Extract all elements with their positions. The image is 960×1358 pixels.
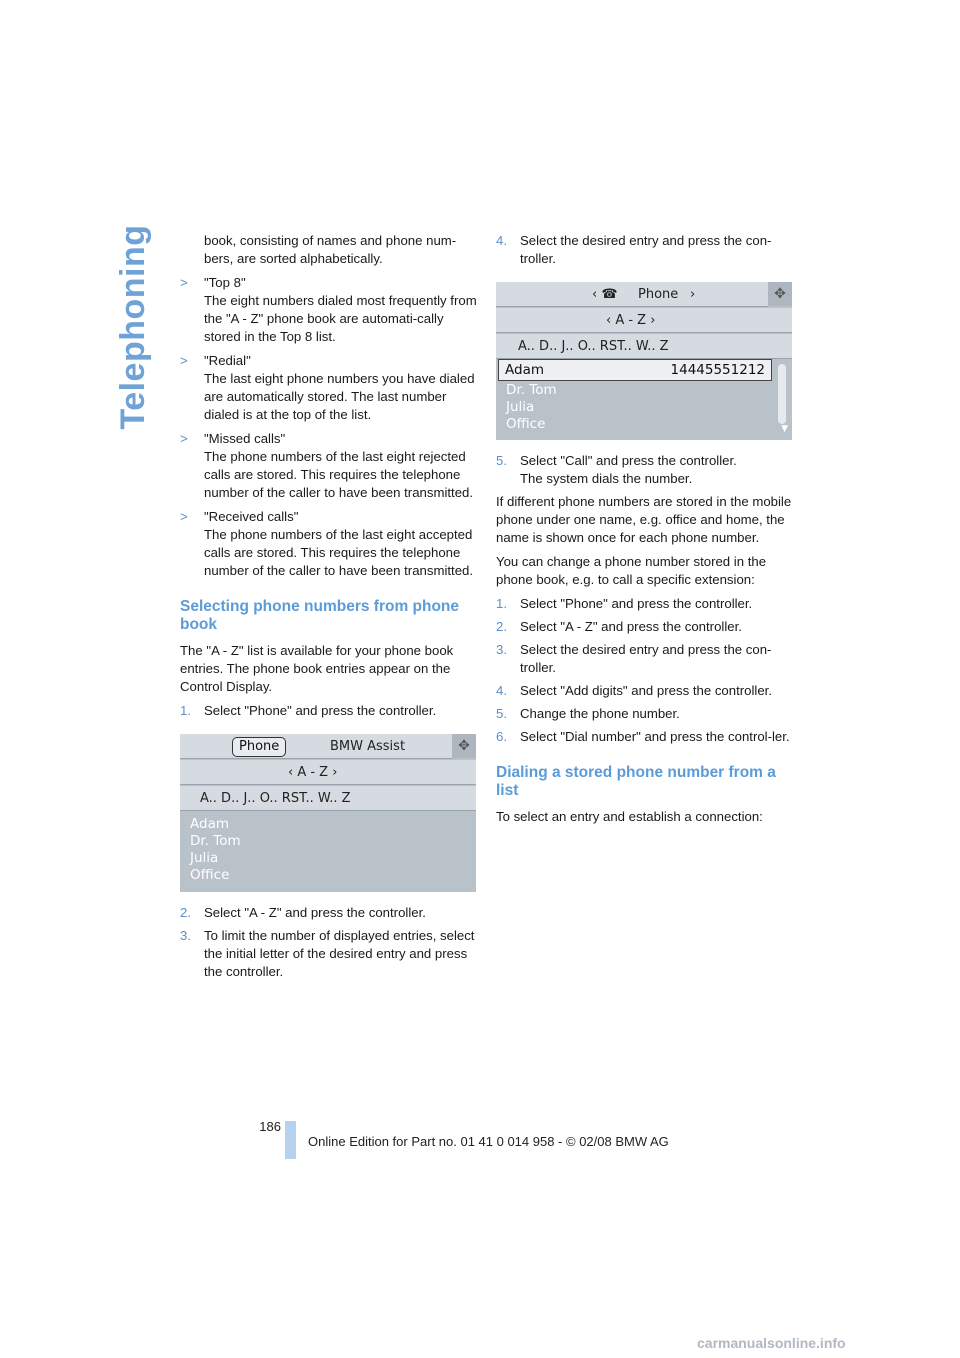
step-item (496, 705, 794, 723)
step-text: Select the desired entry and press the con-troller. (520, 642, 772, 675)
entry-number: 14445551212 (670, 362, 765, 378)
intro-continuation: book, consisting of names and phone num-bers, are sorted alphabetically. (204, 233, 457, 266)
list-item: Dr. Tom (190, 833, 241, 849)
bullet-text: The eight numbers dialed most frequently from the "A - Z" phone book are automati-cally stored in the Top 8 list. (204, 293, 477, 344)
step-number: 5. (496, 453, 507, 468)
bullet-title: "Top 8" (204, 275, 246, 290)
menu-bar (496, 282, 768, 307)
step-subtext: The system dials the number. (520, 471, 693, 486)
left-column (180, 232, 478, 986)
paragraph: The "A - Z" list is available for your phone book entries. The phone book entries appear on the Control Display. (180, 643, 454, 694)
step-number: 2. (496, 619, 507, 634)
bullet-marker: > (180, 275, 188, 290)
right-column (496, 232, 794, 832)
step-number: 5. (496, 706, 507, 721)
entry-name: Adam (505, 362, 544, 378)
section-heading: Selecting phone numbers from phone book (180, 598, 460, 633)
phone-list-screenshot (496, 282, 792, 440)
step-item (496, 618, 794, 636)
scroll-down-icon: ▼ (781, 424, 788, 434)
step-number: 3. (180, 928, 191, 943)
list-item: Office (506, 416, 546, 432)
step-text: Select "Add digits" and press the controller. (520, 683, 773, 698)
entry-list (190, 816, 241, 884)
step-item (496, 641, 794, 677)
list-item-missed-calls (180, 430, 478, 502)
az-bar (180, 760, 476, 785)
bullet-title: "Missed calls" (204, 431, 286, 446)
step-item (496, 452, 794, 488)
step-item (496, 728, 794, 746)
list-item-received-calls (180, 508, 478, 580)
az-label: ‹ A - Z › (606, 313, 656, 328)
watermark: carmanualsonline.info (697, 1335, 846, 1351)
bullet-marker: > (180, 431, 188, 446)
step-item (496, 232, 794, 268)
step-number: 4. (496, 683, 507, 698)
list-item: Julia (506, 399, 535, 415)
list-item-redial (180, 352, 478, 424)
list-item: Office (190, 867, 230, 883)
step-item (180, 927, 478, 981)
bullet-text: The phone numbers of the last eight rejected calls are stored. This requires the telephone number of the caller to have been transmitted. (204, 449, 474, 500)
letter-bar (180, 786, 476, 811)
phone-title: Phone (638, 287, 679, 302)
step-item (496, 682, 794, 700)
page-number: 186 (259, 1119, 281, 1134)
entry-list (506, 382, 557, 433)
bullet-marker: > (180, 353, 188, 368)
step-number: 4. (496, 233, 507, 248)
selected-entry-row (498, 359, 772, 381)
paragraph: You can change a phone number stored in the phone book, e.g. to call a specific extension: (496, 554, 767, 587)
tab-phone: Phone (232, 737, 286, 757)
chevron-right-icon: › (690, 287, 696, 302)
letter-groups: A.. D.. J.. O.. RST.. W.. Z (518, 339, 669, 354)
letter-groups: A.. D.. J.. O.. RST.. W.. Z (200, 791, 351, 806)
list-item-top8 (180, 274, 478, 346)
edition-note: Online Edition for Part no. 01 41 0 014 958 - © 02/08 BMW AG (308, 1134, 669, 1149)
letter-bar (496, 334, 792, 359)
step-text: To limit the number of displayed entries, select the initial letter of the desired entry and press the controller. (204, 928, 475, 979)
handset-icon: ‹ ☎ (592, 287, 618, 302)
bullet-title: "Received calls" (204, 509, 299, 524)
list-item: Dr. Tom (506, 382, 557, 398)
step-item (180, 702, 478, 720)
tab-bmw-assist: BMW Assist (330, 739, 406, 754)
section-title: Telephoning (114, 224, 152, 430)
az-bar (496, 308, 792, 333)
controller-icon: ✥ (768, 282, 792, 306)
step-text: Select "Dial number" and press the control-ler. (520, 729, 790, 744)
menu-bar (180, 734, 452, 759)
step-text: Change the phone number. (520, 706, 680, 721)
control-display-screenshot (180, 734, 476, 892)
step-text: Select "A - Z" and press the controller. (204, 905, 426, 920)
bullet-marker: > (180, 509, 188, 524)
list-item: Adam (190, 816, 229, 832)
step-number: 2. (180, 905, 191, 920)
footer-accent-bar (285, 1121, 296, 1159)
az-label: ‹ A - Z › (288, 765, 338, 780)
scrollbar (778, 364, 786, 424)
step-text: Select "A - Z" and press the controller. (520, 619, 742, 634)
step-number: 6. (496, 729, 507, 744)
controller-icon: ✥ (452, 734, 476, 758)
step-number: 1. (180, 703, 191, 718)
bullet-title: "Redial" (204, 353, 251, 368)
list-item: Julia (190, 850, 219, 866)
step-text: Select the desired entry and press the con-troller. (520, 233, 772, 266)
paragraph: If different phone numbers are stored in the mobile phone under one name, e.g. office and home, the name is shown once for each phone number. (496, 494, 792, 545)
step-item (496, 595, 794, 613)
paragraph: To select an entry and establish a connection: (496, 809, 763, 824)
step-number: 3. (496, 642, 507, 657)
step-text: Select "Phone" and press the controller. (204, 703, 437, 718)
step-text: Select "Call" and press the controller. (520, 453, 737, 468)
step-number: 1. (496, 596, 507, 611)
bullet-text: The phone numbers of the last eight accepted calls are stored. This requires the telephone number of the caller to have been transmitted. (204, 527, 474, 578)
step-text: Select "Phone" and press the controller. (520, 596, 753, 611)
section-heading: Dialing a stored phone number from a list (496, 764, 776, 799)
step-item (180, 904, 478, 922)
bullet-text: The last eight phone numbers you have dialed are automatically stored. The last number dialed is at the top of the list. (204, 371, 475, 422)
